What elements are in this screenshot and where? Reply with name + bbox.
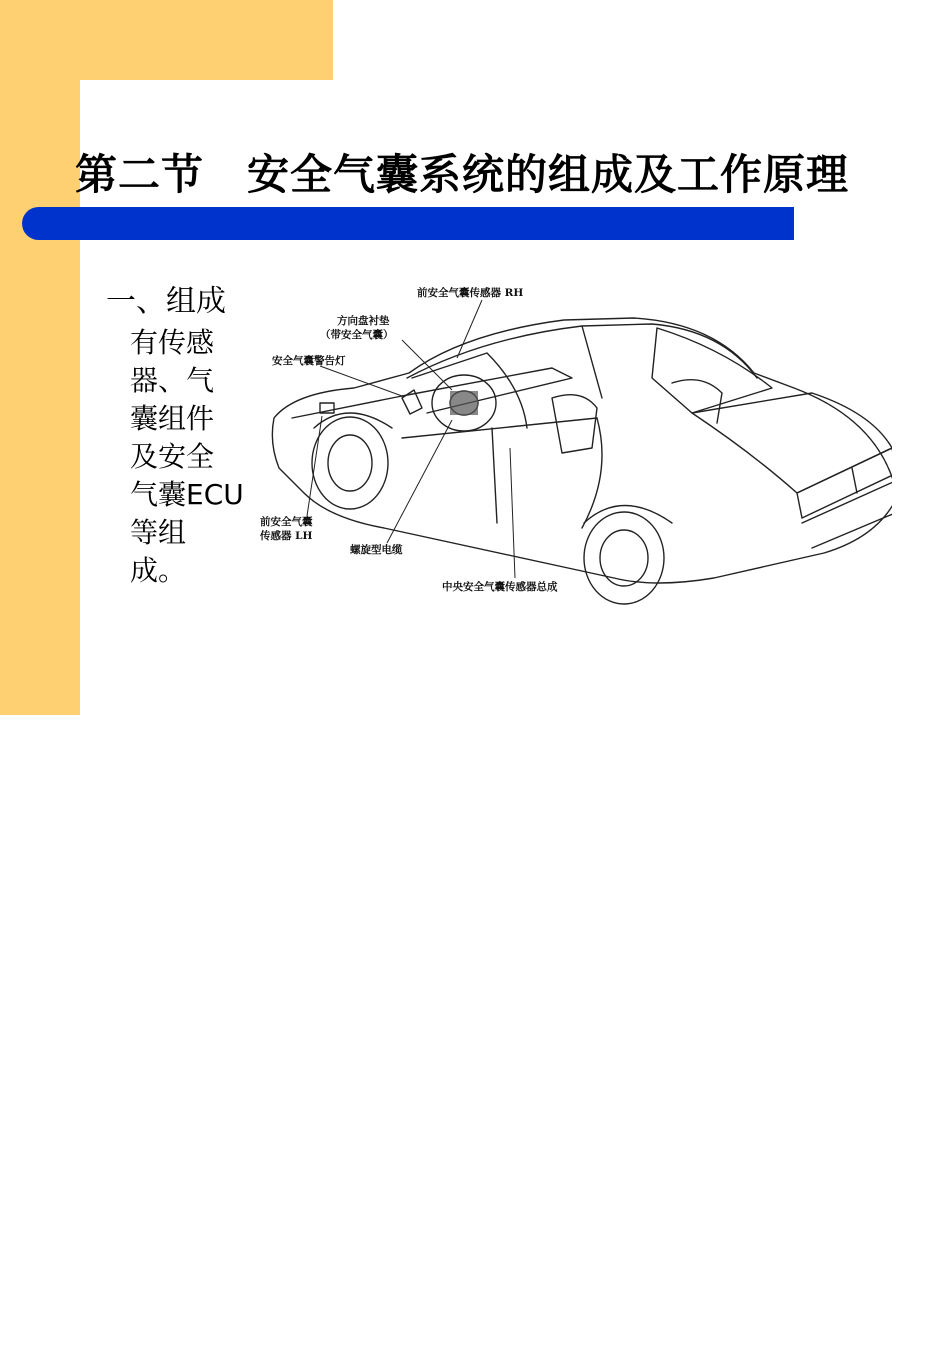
label-warning-lamp: 安全气囊警告灯 bbox=[272, 355, 346, 367]
body-text bbox=[130, 324, 258, 590]
body-line: 成。 bbox=[130, 554, 187, 587]
body-line: 器、气 bbox=[130, 364, 215, 397]
label-front-sensor-lh-line1: 前安全气囊 bbox=[260, 516, 313, 528]
label-front-sensor-lh-line2: 传感器 LH bbox=[260, 530, 313, 542]
label-front-sensor-rh: 前安全气囊传感器 RH bbox=[417, 287, 524, 299]
section-heading: 一、组成 bbox=[106, 284, 226, 319]
decor-bar-left bbox=[0, 0, 80, 715]
body-line: 有传感 bbox=[130, 326, 215, 359]
car-airbag-diagram bbox=[252, 278, 892, 623]
airbag-pad-shading bbox=[450, 391, 478, 415]
label-center-sensor: 中央安全气囊传感器总成 bbox=[442, 581, 558, 593]
body-line: 气囊ECU bbox=[130, 478, 244, 511]
decor-corner bbox=[80, 80, 140, 140]
label-spiral-cable: 螺旋型电缆 bbox=[350, 544, 403, 556]
body-line: 囊组件 bbox=[130, 402, 215, 435]
label-steering-pad-line2: （带安全气囊） bbox=[320, 329, 394, 341]
body-line: 等组 bbox=[130, 516, 187, 549]
body-line: 及安全 bbox=[130, 440, 215, 473]
slide-title: 第二节 安全气囊系统的组成及工作原理 bbox=[75, 150, 850, 199]
label-steering-pad-line1: 方向盘衬垫 bbox=[337, 315, 390, 327]
car-line-art bbox=[272, 318, 892, 604]
title-underline-bar bbox=[22, 207, 794, 240]
